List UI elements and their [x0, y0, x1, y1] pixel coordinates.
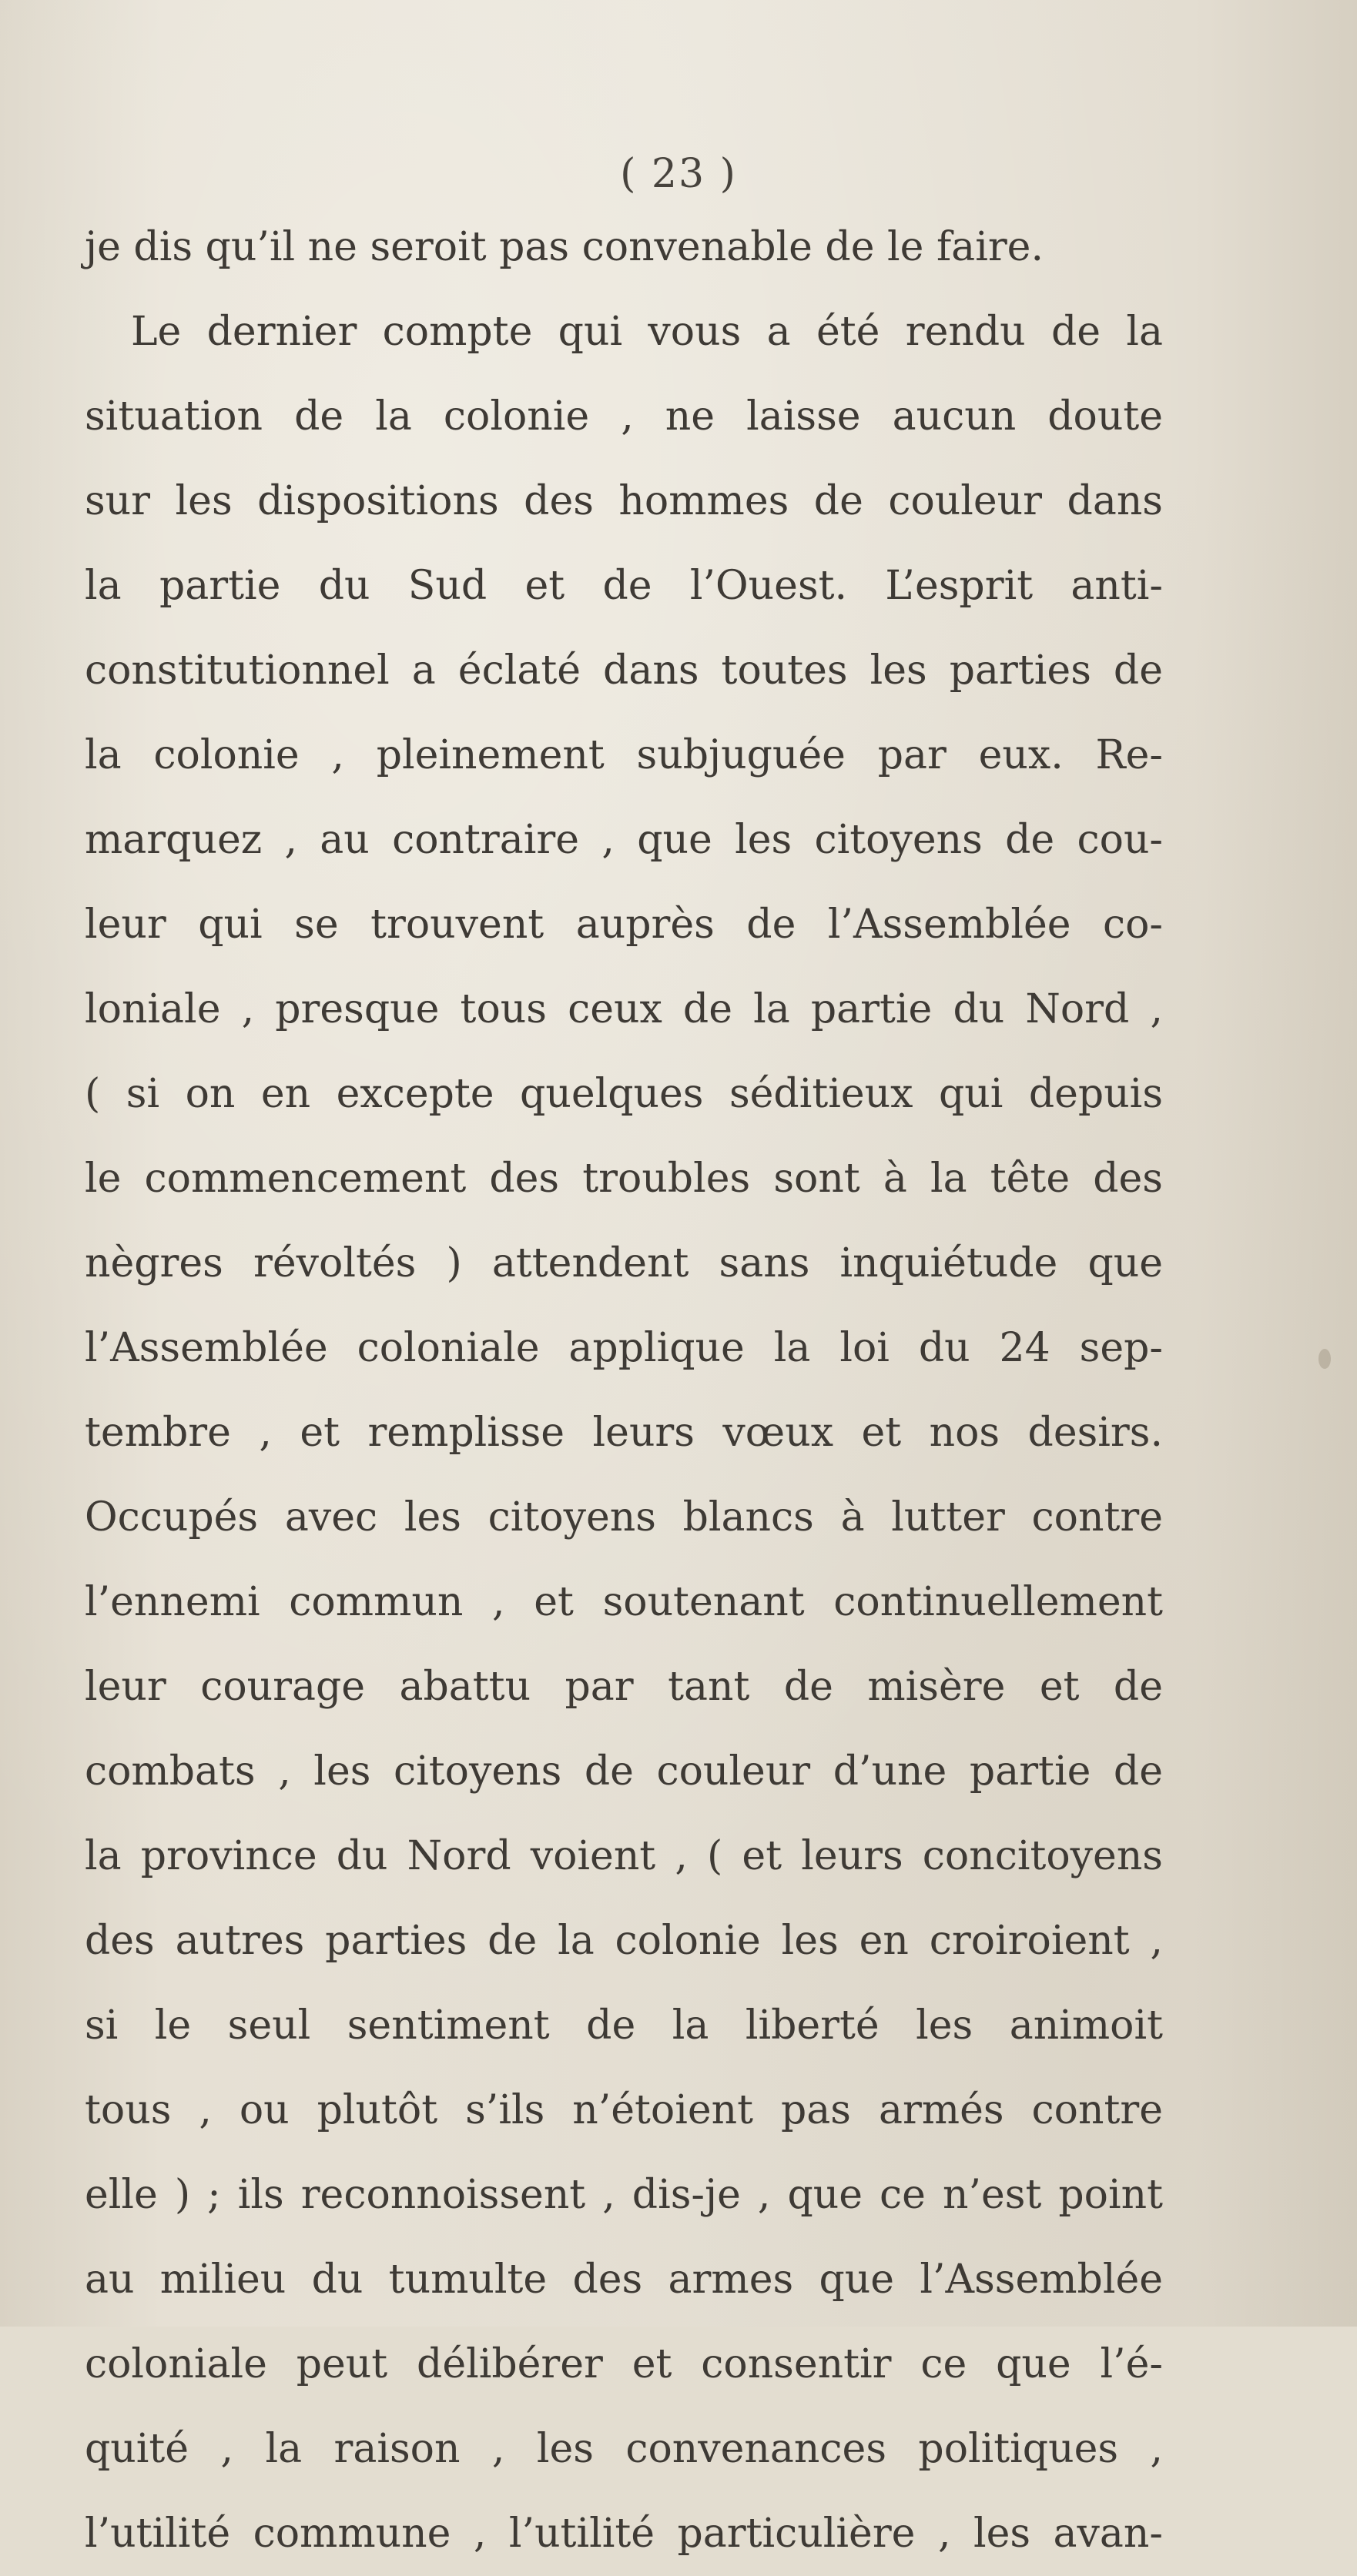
text-line: marquez , au contraire , que les citoyens de cou- [85, 817, 1163, 863]
text-line: la partie du Sud et de l’Ouest. L’esprit anti- [85, 563, 1163, 609]
text-line: des autres parties de la colonie les en croiroient , [85, 1918, 1163, 1964]
text-line: leur courage abattu par tant de misère et de [85, 1664, 1163, 1710]
text-line: au milieu du tumulte des armes que l’Assemblée [85, 2257, 1163, 2303]
paper-speck [1318, 1349, 1331, 1369]
text-line: la colonie , pleinement subjuguée par eux. Re- [85, 732, 1163, 778]
text-line: elle ) ; ils reconnoissent , dis-je , que ce n’est point [85, 2172, 1163, 2218]
text-line: ( si on en excepte quelques séditieux qui depuis [85, 1071, 1163, 1117]
text-line: si le seul sentiment de la liberté les animoit [85, 2002, 1163, 2049]
text-line: le commencement des troubles sont à la tête des [85, 1156, 1163, 1202]
text-line: nègres révoltés ) attendent sans inquiétude que [85, 1240, 1163, 1286]
text-line: sur les dispositions des hommes de couleur dans [85, 478, 1163, 524]
text-line: Le dernier compte qui vous a été rendu de la [131, 309, 1163, 355]
text-line: coloniale peut délibérer et consentir ce que l’é- [85, 2341, 1163, 2387]
text-line: combats , les citoyens de couleur d’une partie de [85, 1748, 1163, 1795]
page-number: ( 23 ) [620, 151, 737, 197]
text-line: Occupés avec les citoyens blancs à lutter contre [85, 1494, 1163, 1541]
text-line: leur qui se trouvent auprès de l’Assemblée co- [85, 902, 1163, 948]
text-line: tous , ou plutôt s’ils n’étoient pas armés contre [85, 2087, 1163, 2133]
text-line: situation de la colonie , ne laisse aucun doute [85, 393, 1163, 440]
text-line: loniale , presque tous ceux de la partie du Nord , [85, 986, 1163, 1032]
text-line: l’Assemblée coloniale applique la loi du 24 sep- [85, 1325, 1163, 1371]
body-text [85, 205, 1163, 2576]
text-line: quité , la raison , les convenances politiques , [85, 2426, 1163, 2472]
text-line: l’utilité commune , l’utilité particulière , les avan- [85, 2511, 1163, 2557]
text-line: l’ennemi commun , et soutenant continuellement [85, 1579, 1163, 1625]
text-line: la province du Nord voient , ( et leurs concitoyens [85, 1833, 1163, 1879]
text-line: tembre , et remplisse leurs vœux et nos desirs. [85, 1410, 1163, 1456]
text-line: je dis qu’il ne seroit pas convenable de le faire. [85, 224, 1044, 270]
text-line: constitutionnel a éclaté dans toutes les parties de [85, 647, 1163, 694]
